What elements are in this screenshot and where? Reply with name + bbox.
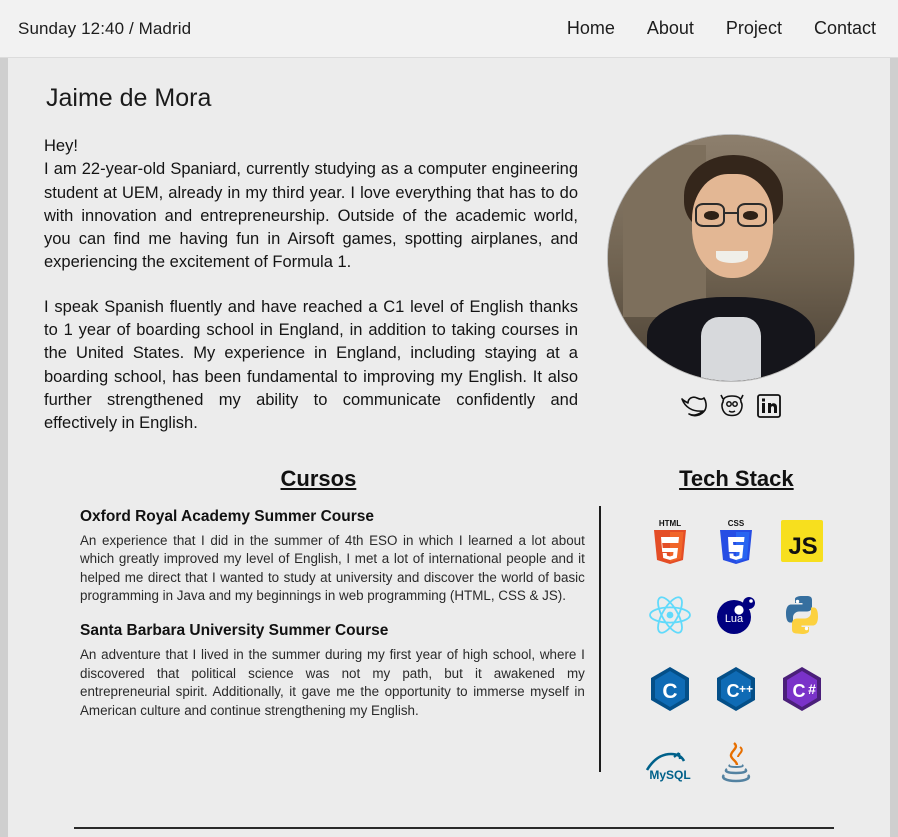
svg-text:C: C <box>662 679 678 703</box>
svg-text:++: ++ <box>739 681 754 696</box>
page-title: Jaime de Mora <box>46 84 212 112</box>
svg-text:JS: JS <box>788 532 819 560</box>
tech-stack-grid <box>619 510 854 794</box>
svg-text:CSS: CSS <box>728 518 745 528</box>
github-icon[interactable] <box>718 393 746 419</box>
clock-label: Sunday 12:40 / Madrid <box>18 18 192 38</box>
css3-icon <box>703 510 769 572</box>
courses-title: Cursos <box>280 465 357 491</box>
svg-text:Lua: Lua <box>725 612 744 625</box>
tech-stack-title: Tech Stack <box>679 465 794 491</box>
lower-section <box>44 466 854 794</box>
main-card <box>8 58 890 837</box>
nav-link-home[interactable]: Home <box>566 18 615 38</box>
course-description: An experience that I did in the summer of 4th ESO in which I learned a lot about which greatly improved my level of English, I met a lot of international people and it helped me direct that I wanted to study at university and discover the world of basic programming in Java and my beginnings in web programming (HTML, CSS & JS). <box>80 532 585 604</box>
svg-text:HTML: HTML <box>659 518 682 528</box>
intro-section <box>44 135 854 436</box>
nav-link-project[interactable]: Project <box>725 18 782 38</box>
csharp-icon <box>769 658 835 720</box>
svg-text:#: # <box>808 680 817 697</box>
avatar <box>608 135 854 381</box>
react-icon <box>637 584 703 646</box>
course-item <box>44 508 593 606</box>
course-title: Santa Barbara University Summer Course <box>80 621 389 639</box>
intro-text <box>44 135 578 436</box>
photo-column <box>608 135 854 419</box>
course-title: Oxford Royal Academy Summer Course <box>80 507 375 525</box>
greeting-text: Hey! <box>44 137 78 155</box>
mysql-icon <box>637 732 703 794</box>
javascript-icon <box>769 510 835 572</box>
navbar <box>0 0 898 58</box>
nav-link-contact[interactable]: Contact <box>813 18 876 38</box>
vertical-divider <box>599 506 601 772</box>
html5-icon <box>637 510 703 572</box>
svg-text:C: C <box>726 680 740 701</box>
course-description: An adventure that I lived in the summer during my first year of high school, where I discovered that political science was not my path, but it awakened my entrepreneurial spirit. Additionally, it gave me the opportunity to immerse myself in American culture and continue strengthening my English. <box>80 646 585 718</box>
intro-paragraph-1: I am 22-year-old Spaniard, currently studying as a computer engineering student at UEM, already in my third year. I love everything that has to do with innovation and entrepreneurship. Outside of the academic world, you can find me having fun in Airsoft games, spotting airplanes, and experiencing the excitement of Formula 1. <box>44 160 578 272</box>
python-icon <box>769 584 835 646</box>
cplusplus-icon <box>703 658 769 720</box>
nav-link-about[interactable]: About <box>646 18 694 38</box>
courses-column <box>44 466 593 794</box>
social-links <box>680 393 782 419</box>
lua-icon <box>703 584 769 646</box>
c-icon <box>637 658 703 720</box>
course-item <box>44 622 593 720</box>
nav-links <box>567 18 876 39</box>
linkedin-icon[interactable] <box>756 393 782 419</box>
bottom-divider <box>74 827 834 829</box>
java-icon <box>703 732 769 794</box>
twitter-icon[interactable] <box>680 393 708 419</box>
intro-paragraph-2: I speak Spanish fluently and have reached a C1 level of English thanks to 1 year of boarding school in England, in addition to taking courses in the United States. My experience in England, including staying at a boarding school, has been fundamental to improving my English. It also further strengthened my ability to communicate confidently and effectively in English. <box>44 297 578 433</box>
tech-stack-column <box>619 466 854 794</box>
svg-text:MySQL: MySQL <box>649 767 692 782</box>
svg-text:C: C <box>792 680 806 701</box>
